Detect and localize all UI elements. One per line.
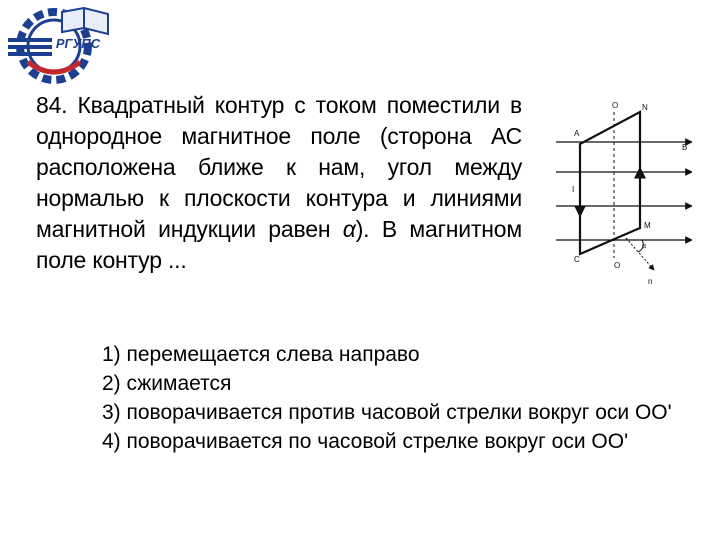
answer-options [50,340,710,456]
problem-text: 84. Квадратный контур с током поместили в однородное магнитное поле (сторона АС расположена ближе к нам, угол между нормалью к плоскости контура и линиями магнитной индукции равен [36,92,522,242]
logo-text: РГУПС [55,36,101,51]
problem-statement [36,90,522,276]
answer-option: 3) поворачивается против часовой стрелки вокруг оси OO' [102,401,672,424]
alpha-symbol: α [342,216,356,242]
rail-stripes-icon [8,38,52,56]
current-loop [580,112,640,254]
normal-vector [626,238,654,270]
label-i: I [572,185,575,194]
answer-option: 1) перемещается слева направо [102,343,420,366]
label-b: B [682,143,688,152]
label-o-bottom: O [614,261,621,270]
university-logo [4,4,114,86]
magnetic-field-diagram [556,98,692,290]
label-c: C [574,255,580,264]
problem-text-end: ). В магнитном поле контур ... [36,216,522,273]
label-n: N [642,103,648,112]
label-o-top: O [612,101,619,110]
label-a: A [574,129,580,138]
answer-option: 4) поворачивается по часовой стрелке вокруг оси OO' [102,430,629,453]
label-m: M [644,221,651,230]
label-normal: n [648,277,653,286]
answer-option: 2) сжимается [102,372,232,395]
label-alpha: α [642,243,647,250]
